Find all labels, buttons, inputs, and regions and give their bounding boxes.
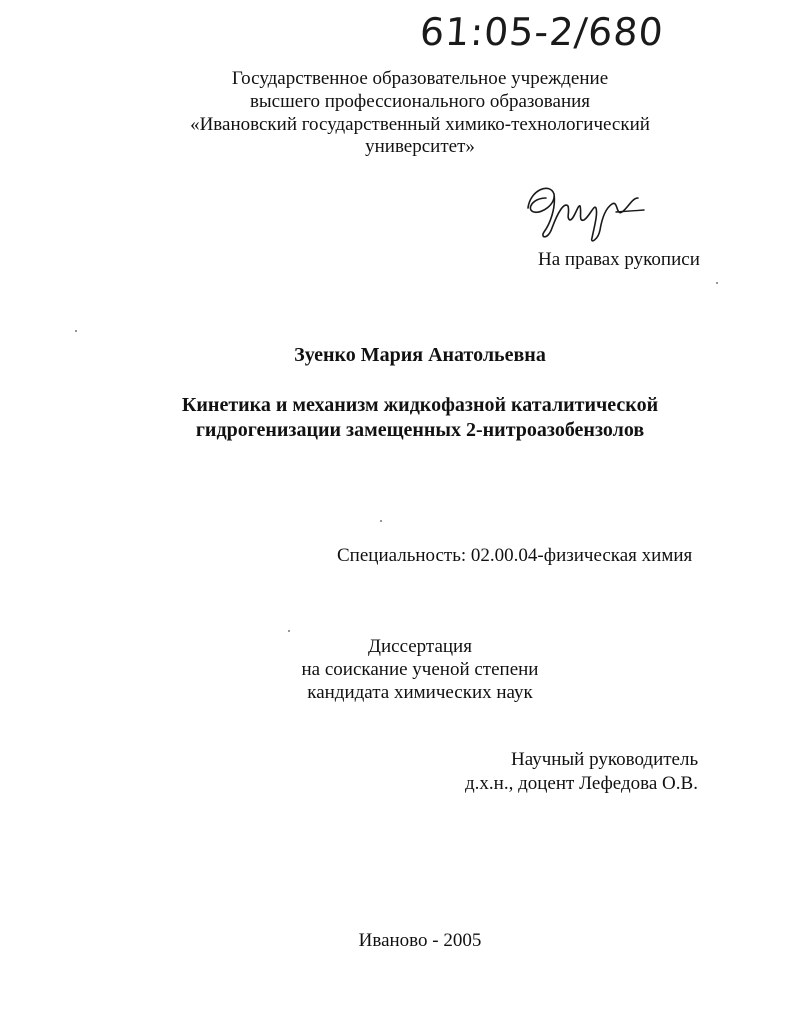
institution-line-2: высшего профессионального образования bbox=[249, 91, 591, 112]
institution-line-3: «Ивановский государственный химико-технологический bbox=[190, 114, 650, 135]
dissertation-line-1: Диссертация bbox=[368, 636, 472, 657]
supervisor-line-2: д.х.н., доцент Лефедова О.В. bbox=[465, 773, 698, 794]
signature-image bbox=[520, 168, 650, 248]
dissertation-title-line-1: Кинетика и механизм жидкофазной каталитической bbox=[181, 394, 659, 416]
scan-speck bbox=[380, 520, 382, 522]
city-year: Иваново - 2005 bbox=[358, 930, 482, 951]
institution-line-4: университет» bbox=[365, 136, 475, 157]
handwritten-archive-code: 61:05-2/680 bbox=[418, 10, 666, 54]
author-name: Зуенко Мария Анатольевна bbox=[294, 344, 546, 366]
dissertation-line-2: на соискание ученой степени bbox=[301, 659, 539, 680]
scan-speck bbox=[716, 282, 718, 284]
supervisor-line-1: Научный руководитель bbox=[511, 749, 699, 770]
dissertation-line-3: кандидата химических наук bbox=[307, 682, 533, 703]
dissertation-title-line-2: гидрогенизации замещенных 2-нитроазобензолов bbox=[195, 419, 645, 441]
scan-speck bbox=[75, 330, 77, 332]
specialty-line: Специальность: 02.00.04-физическая химия bbox=[337, 545, 693, 566]
scan-speck bbox=[288, 630, 290, 632]
institution-line-1: Государственное образовательное учреждение bbox=[231, 68, 609, 89]
manuscript-rights-note: На правах рукописи bbox=[538, 249, 700, 270]
